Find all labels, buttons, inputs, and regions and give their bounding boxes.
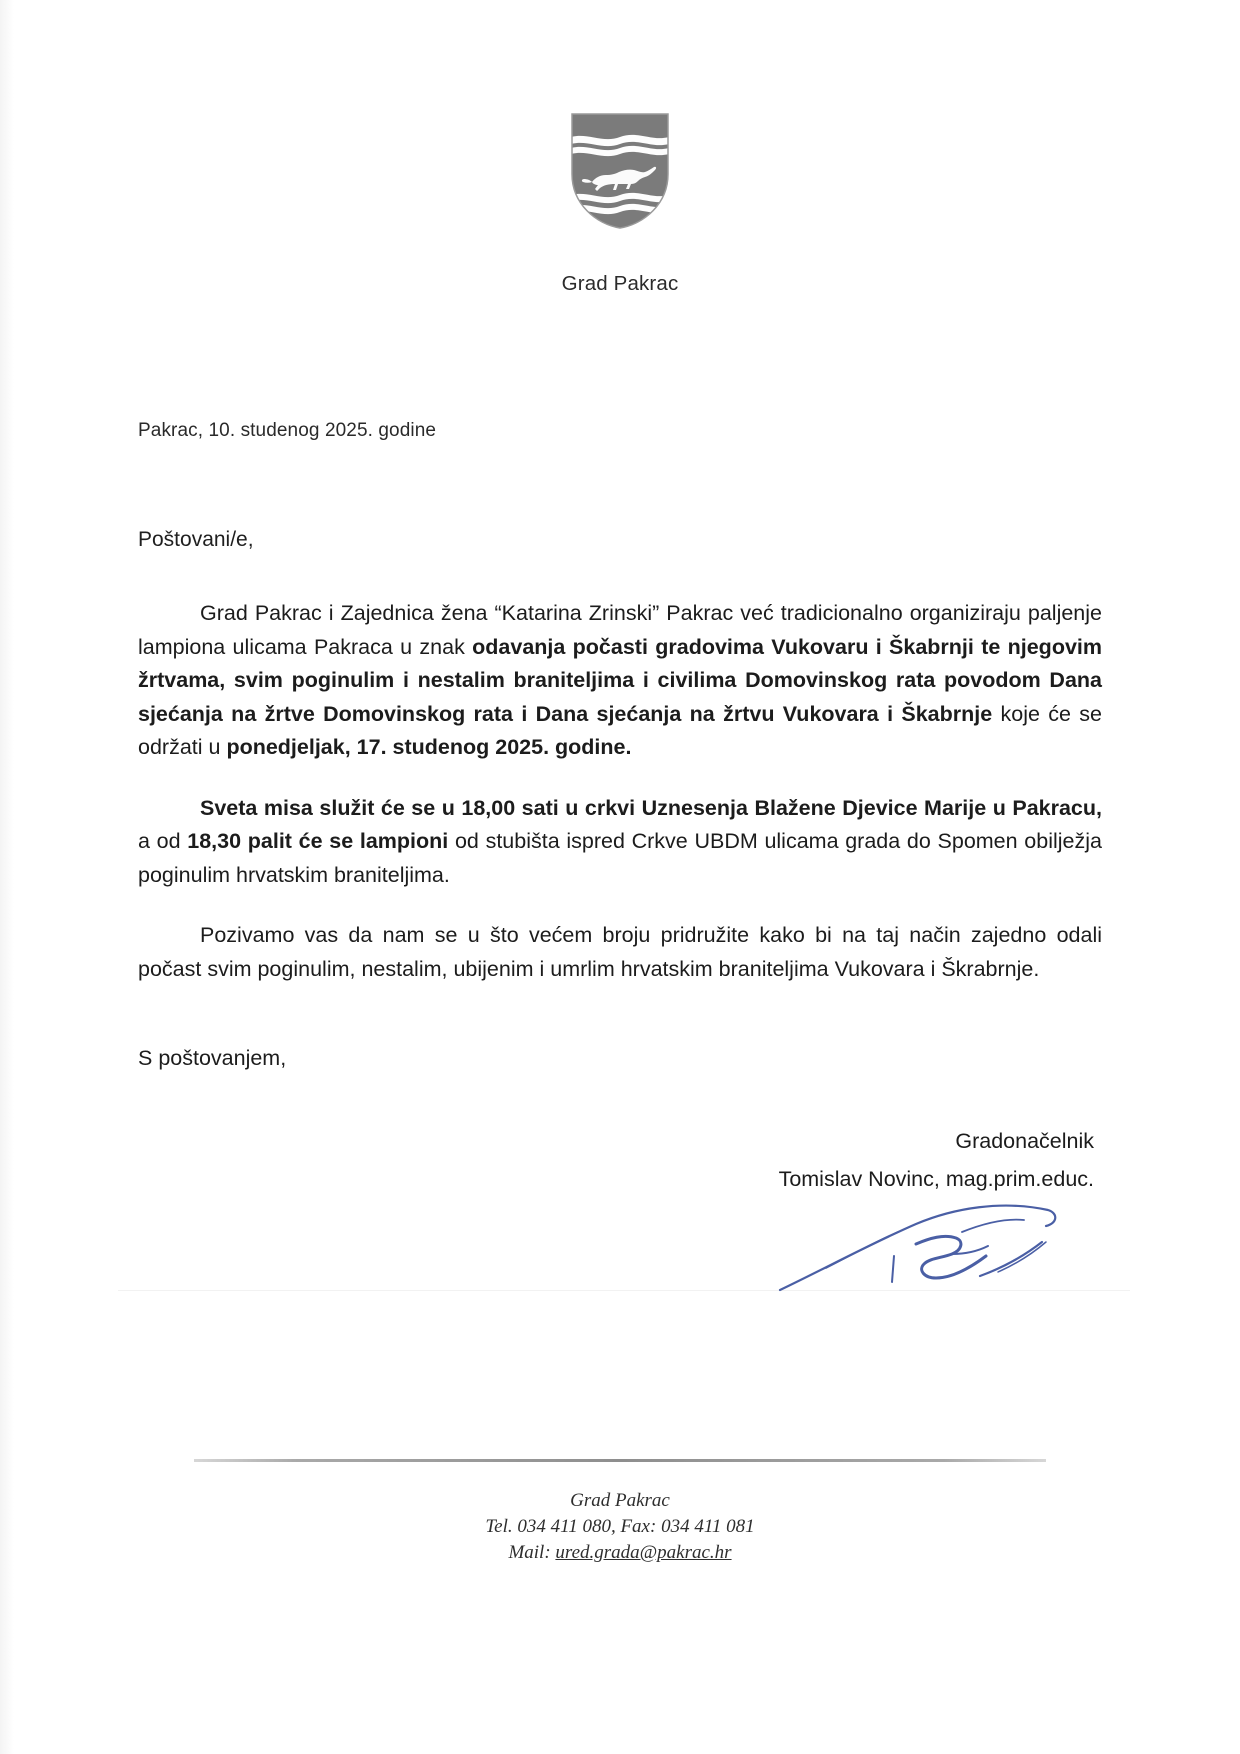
organization-name: Grad Pakrac: [561, 272, 679, 295]
footer-mail: [0, 1540, 1240, 1566]
letter-footer: [0, 1459, 1240, 1566]
p1-run-4-bold: ponedjeljak, 17. studenog 2025. godine.: [226, 735, 632, 759]
paragraph-2: [138, 792, 1102, 893]
pakrac-coat-of-arms-icon: [568, 112, 672, 230]
signatory-name: Tomislav Novinc, mag.prim.educ.: [778, 1167, 1094, 1191]
p2-run-3-bold: 18,30 palit će se lampioni: [187, 829, 449, 853]
letter-body: [0, 420, 1240, 1308]
signature-block: [138, 1129, 1102, 1308]
date-line: Pakrac, 10. studenog 2025. godine: [138, 420, 437, 441]
p1-run-1: Grad Pakrac i Zajednica žena “Katarina Zrinski” Pakrac već tradicionalno organiziraju paljenje lampiona ulicama Pakraca u znak: [138, 601, 1102, 659]
footer-divider: [194, 1459, 1046, 1462]
footer-mail-label: Mail:: [508, 1542, 556, 1563]
p1-run-2-bold: odavanja počasti gradovima Vukovaru i Škabrnji te njegovim žrtvama, svim poginulim i nestalim braniteljima i civilima Domovinskog rata povodom Dana sjećanja na žrtve Domovinskog rata i Dana sjećanja na žrtvu Vukovara i Škabrnje: [138, 634, 1102, 726]
p1-run-3: koje će se održati u: [138, 701, 1103, 759]
signatory-title: Gradonačelnik: [955, 1129, 1094, 1153]
paragraph-3: [138, 919, 1102, 986]
footer-phone: Tel. 034 411 080, Fax: 034 411 081: [485, 1516, 755, 1537]
p2-run-1-bold: Sveta misa služit će se u 18,00 sati u crkvi Uznesenja Blažene Djevice Marije u Pakracu,: [200, 795, 1102, 820]
letterhead: [0, 0, 1240, 296]
salutation: Poštovani/e,: [138, 528, 254, 551]
signature-mark: [138, 1198, 1094, 1308]
handwritten-signature-icon: [766, 1198, 1066, 1308]
paragraph-1: [138, 597, 1102, 765]
footer-organization: Grad Pakrac: [570, 1490, 670, 1511]
footer-mail-address[interactable]: ured.grada@pakrac.hr: [555, 1542, 732, 1563]
p2-run-2: a od: [138, 829, 188, 853]
closing-line: S poštovanjem,: [138, 1046, 287, 1070]
p2-run-4: od stubišta ispred Crkve UBDM ulicama grada do Spomen obilježja poginulim hrvatskim braniteljima.: [138, 829, 1102, 887]
p3-run-1: Pozivamo vas da nam se u što većem broju pridružite kako bi na taj način zajedno odali počast svim poginulim, nestalim, ubijenim i umrlim hrvatskim braniteljima Vukovara i Škrabrnje.: [138, 923, 1102, 981]
